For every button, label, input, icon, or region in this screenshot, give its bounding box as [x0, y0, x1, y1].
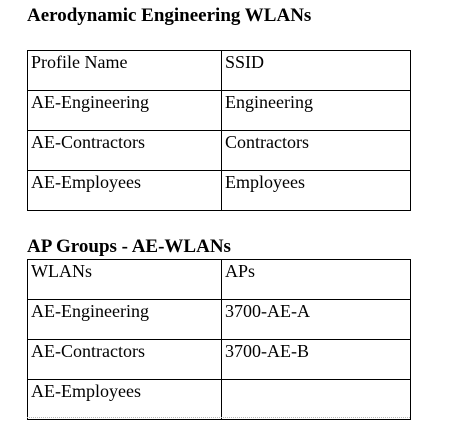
table-row: [28, 91, 411, 131]
ssid-cell: Employees: [222, 171, 411, 211]
header-wlans: WLANs: [28, 260, 222, 300]
profile-name-cell: AE-Employees: [28, 171, 222, 211]
header-aps: APs: [222, 260, 411, 300]
header-ssid: SSID: [222, 51, 411, 91]
wlan-cell: AE-Contractors: [28, 340, 222, 380]
table-header-row: [28, 51, 411, 91]
profile-name-cell: AE-Contractors: [28, 131, 222, 171]
wlan-profiles-table: [27, 50, 411, 211]
wlan-cell: AE-Engineering: [28, 300, 222, 340]
wlan-cell: AE-Employees: [28, 380, 222, 420]
table-row: [28, 300, 411, 340]
bottom-divider: [27, 417, 410, 419]
ap-cell: 3700-AE-A: [222, 300, 411, 340]
ap-groups-table-title: AP Groups - AE-WLANs: [27, 236, 231, 257]
ssid-cell: Engineering: [222, 91, 411, 131]
ap-cell: 3700-AE-B: [222, 340, 411, 380]
table-row: [28, 131, 411, 171]
table-row: [28, 171, 411, 211]
table-row: [28, 380, 411, 420]
profile-name-cell: AE-Engineering: [28, 91, 222, 131]
wlans-table-title: Aerodynamic Engineering WLANs: [27, 5, 312, 26]
ssid-cell: Contractors: [222, 131, 411, 171]
ap-cell: [222, 380, 411, 420]
table-header-row: [28, 260, 411, 300]
ap-groups-table: [27, 259, 411, 420]
table-row: [28, 340, 411, 380]
header-profile-name: Profile Name: [28, 51, 222, 91]
